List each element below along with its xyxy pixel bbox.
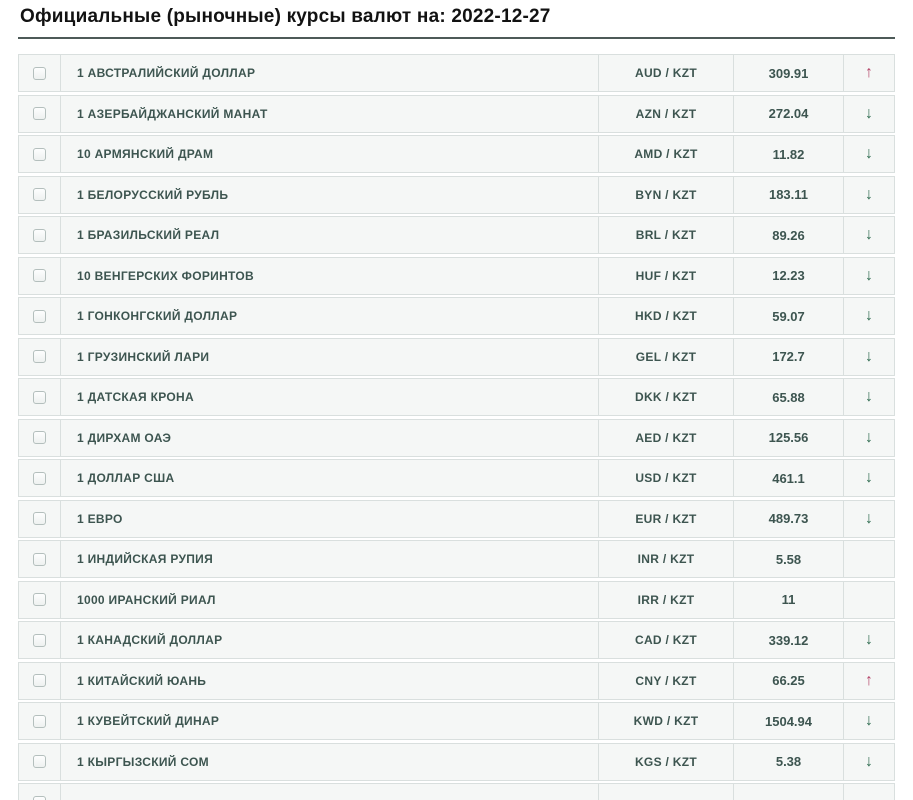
table-row: [18, 338, 895, 376]
row-checkbox[interactable]: [33, 269, 46, 282]
trend-down-icon: ↓: [865, 631, 873, 648]
rate-value: 272.04: [734, 96, 844, 132]
header-divider: [18, 37, 895, 39]
table-row: [18, 297, 895, 335]
checkbox-cell: [19, 298, 61, 334]
row-checkbox[interactable]: [33, 350, 46, 363]
currency-name: 1 КАНАДСКИЙ ДОЛЛАР: [61, 622, 599, 658]
currency-pair: CNY / KZT: [599, 663, 734, 699]
table-row: [18, 783, 895, 800]
trend-down-icon: ↓: [865, 752, 873, 770]
row-checkbox[interactable]: [33, 796, 46, 800]
trend-down-icon: ↓: [865, 712, 873, 729]
rate-value: [734, 784, 844, 800]
row-checkbox[interactable]: [33, 755, 46, 768]
table-row: [18, 743, 895, 781]
row-checkbox[interactable]: [33, 67, 46, 80]
currency-pair: AED / KZT: [599, 420, 734, 456]
table-row: [18, 459, 895, 497]
trend-down-icon: ↓: [865, 226, 873, 243]
trend-icon: [844, 582, 894, 618]
table-row: [18, 702, 895, 740]
table-row: [18, 176, 895, 214]
trend-up-icon: ↑: [865, 671, 873, 689]
table-row: [18, 581, 895, 619]
checkbox-cell: [19, 96, 61, 132]
currency-pair: IRR / KZT: [599, 582, 734, 618]
checkbox-cell: [19, 420, 61, 456]
row-checkbox[interactable]: [33, 553, 46, 566]
trend-down-icon: ↓: [865, 509, 873, 527]
checkbox-cell: [19, 622, 61, 658]
trend-down-icon: ↓: [865, 469, 873, 486]
row-checkbox[interactable]: [33, 107, 46, 120]
row-checkbox[interactable]: [33, 512, 46, 525]
trend-down-icon: ↓: [865, 145, 873, 162]
checkbox-cell: [19, 55, 61, 91]
rates-table: [18, 54, 895, 800]
checkbox-cell: [19, 339, 61, 375]
currency-name: 1 ГРУЗИНСКИЙ ЛАРИ: [61, 339, 599, 375]
currency-pair: HUF / KZT: [599, 258, 734, 294]
trend-icon: [844, 784, 894, 800]
trend-down-icon: ↓: [865, 307, 873, 324]
checkbox-cell: [19, 582, 61, 618]
currency-pair: [599, 784, 734, 800]
rate-value: 125.56: [734, 420, 844, 456]
row-checkbox[interactable]: [33, 715, 46, 728]
trend-down-icon: ↓: [865, 185, 873, 203]
rate-value: 1504.94: [734, 703, 844, 739]
checkbox-cell: [19, 379, 61, 415]
checkbox-cell: [19, 744, 61, 780]
currency-name: 1 ДОЛЛАР США: [61, 460, 599, 496]
currency-pair: GEL / KZT: [599, 339, 734, 375]
currency-name: 1 ИНДИЙСКАЯ РУПИЯ: [61, 541, 599, 577]
rate-value: 59.07: [734, 298, 844, 334]
currency-name: 1 КИТАЙСКИЙ ЮАНЬ: [61, 663, 599, 699]
trend-up-icon: ↑: [865, 64, 873, 81]
currency-name: 1000 ИРАНСКИЙ РИАЛ: [61, 582, 599, 618]
currency-name: 1 КЫРГЫЗСКИЙ СОМ: [61, 744, 599, 780]
currency-name: 1 КУВЕЙТСКИЙ ДИНАР: [61, 703, 599, 739]
rate-value: 89.26: [734, 217, 844, 253]
page-title: [20, 4, 895, 30]
checkbox-cell: [19, 136, 61, 172]
checkbox-cell: [19, 663, 61, 699]
currency-name: 1 ГОНКОНГСКИЙ ДОЛЛАР: [61, 298, 599, 334]
currency-pair: HKD / KZT: [599, 298, 734, 334]
currency-pair: AUD / KZT: [599, 55, 734, 91]
currency-pair: INR / KZT: [599, 541, 734, 577]
currency-pair: DKK / KZT: [599, 379, 734, 415]
rate-value: 12.23: [734, 258, 844, 294]
row-checkbox[interactable]: [33, 431, 46, 444]
currency-name: 1 АВСТРАЛИЙСКИЙ ДОЛЛАР: [61, 55, 599, 91]
checkbox-cell: [19, 703, 61, 739]
trend-down-icon: ↓: [865, 388, 873, 405]
page-title-text: Официальные (рыночные) курсы валют на:: [20, 6, 446, 27]
rate-value: 5.38: [734, 744, 844, 780]
currency-pair: KWD / KZT: [599, 703, 734, 739]
table-row: [18, 54, 895, 92]
table-row: [18, 540, 895, 578]
row-checkbox[interactable]: [33, 472, 46, 485]
rate-value: 339.12: [734, 622, 844, 658]
table-row: [18, 500, 895, 538]
rate-value: 489.73: [734, 501, 844, 537]
row-checkbox[interactable]: [33, 310, 46, 323]
currency-name: 1 БРАЗИЛЬСКИЙ РЕАЛ: [61, 217, 599, 253]
row-checkbox[interactable]: [33, 188, 46, 201]
currency-pair: CAD / KZT: [599, 622, 734, 658]
table-row: [18, 621, 895, 659]
table-row: [18, 216, 895, 254]
trend-down-icon: ↓: [865, 428, 873, 446]
table-row: [18, 378, 895, 416]
table-row: [18, 662, 895, 700]
checkbox-cell: [19, 217, 61, 253]
currency-pair: KGS / KZT: [599, 744, 734, 780]
page-title-date: 2022-12-27: [451, 6, 551, 27]
checkbox-cell: [19, 501, 61, 537]
checkbox-cell: [19, 784, 61, 800]
currency-name: 10 ВЕНГЕРСКИХ ФОРИНТОВ: [61, 258, 599, 294]
trend-down-icon: ↓: [865, 347, 873, 365]
rate-value: 11.82: [734, 136, 844, 172]
currency-name: 10 АРМЯНСКИЙ ДРАМ: [61, 136, 599, 172]
currency-pair: EUR / KZT: [599, 501, 734, 537]
currency-name: 1 ЕВРО: [61, 501, 599, 537]
table-row: [18, 95, 895, 133]
rate-value: 5.58: [734, 541, 844, 577]
rate-value: 65.88: [734, 379, 844, 415]
currency-pair: AZN / KZT: [599, 96, 734, 132]
currency-name: [61, 784, 599, 800]
table-row: [18, 257, 895, 295]
rate-value: 66.25: [734, 663, 844, 699]
checkbox-cell: [19, 460, 61, 496]
checkbox-cell: [19, 258, 61, 294]
row-checkbox[interactable]: [33, 229, 46, 242]
currency-name: 1 БЕЛОРУССКИЙ РУБЛЬ: [61, 177, 599, 213]
currency-pair: BRL / KZT: [599, 217, 734, 253]
currency-pair: AMD / KZT: [599, 136, 734, 172]
row-checkbox[interactable]: [33, 593, 46, 606]
currency-name: 1 ДИРХАМ ОАЭ: [61, 420, 599, 456]
row-checkbox[interactable]: [33, 634, 46, 647]
table-row: [18, 419, 895, 457]
rate-value: 11: [734, 582, 844, 618]
row-checkbox[interactable]: [33, 674, 46, 687]
row-checkbox[interactable]: [33, 391, 46, 404]
rate-value: 183.11: [734, 177, 844, 213]
table-row: [18, 135, 895, 173]
currency-pair: USD / KZT: [599, 460, 734, 496]
checkbox-cell: [19, 177, 61, 213]
trend-down-icon: ↓: [865, 266, 873, 284]
currency-pair: BYN / KZT: [599, 177, 734, 213]
currency-name: 1 ДАТСКАЯ КРОНА: [61, 379, 599, 415]
row-checkbox[interactable]: [33, 148, 46, 161]
rate-value: 309.91: [734, 55, 844, 91]
trend-icon: [844, 541, 894, 577]
rate-value: 461.1: [734, 460, 844, 496]
trend-down-icon: ↓: [865, 104, 873, 122]
rate-value: 172.7: [734, 339, 844, 375]
page: [0, 4, 913, 800]
checkbox-cell: [19, 541, 61, 577]
currency-name: 1 АЗЕРБАЙДЖАНСКИЙ МАНАТ: [61, 96, 599, 132]
